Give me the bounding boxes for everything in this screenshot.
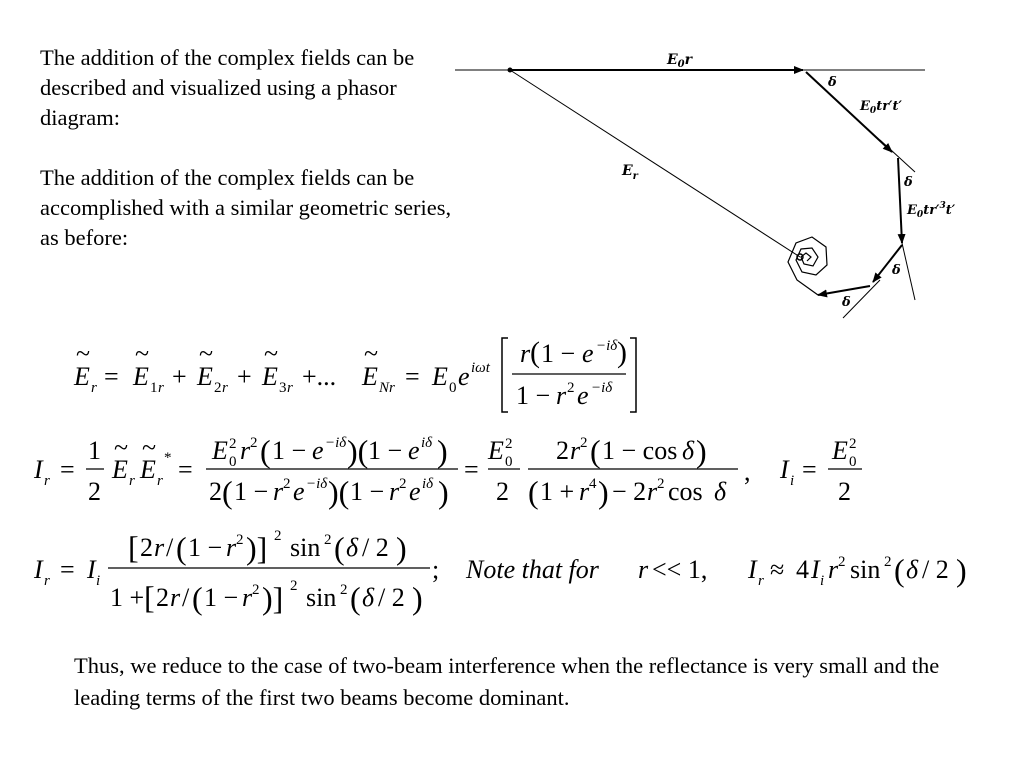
label-e0tr3t: $E_0tr'^3t'$	[907, 201, 956, 220]
svg-text:(: (	[260, 433, 271, 469]
svg-text:(: (	[590, 433, 601, 469]
svg-text:=: =	[104, 362, 119, 391]
svg-text:): )	[617, 336, 627, 369]
svg-text:r: r	[758, 573, 764, 589]
svg-text:2: 2	[290, 578, 298, 594]
svg-text:r: r	[579, 477, 590, 506]
svg-text:r: r	[226, 533, 237, 562]
svg-text:E: E	[362, 362, 378, 391]
svg-text:)]: )]	[262, 580, 284, 616]
note-text: Note that for	[466, 555, 599, 584]
svg-text:1 −: 1 −	[204, 583, 239, 612]
svg-text:1 +: 1 +	[540, 477, 575, 506]
svg-text:e: e	[458, 362, 470, 391]
svg-text:(: (	[530, 336, 540, 369]
svg-text:2: 2	[884, 554, 892, 570]
svg-text:/ 2: / 2	[378, 583, 405, 612]
svg-text:): )	[437, 433, 448, 469]
spiral-convergence	[788, 237, 827, 295]
svg-text:,: ,	[744, 457, 751, 486]
svg-text:2: 2	[657, 476, 665, 492]
svg-text:e: e	[408, 436, 420, 465]
svg-text:=: =	[178, 455, 193, 484]
svg-text:0: 0	[505, 454, 513, 470]
svg-text:r: r	[828, 555, 839, 584]
intro-paragraph-series: The addition of the complex fields can be accomplished with a similar geometric series, as before:	[40, 165, 452, 250]
guide-line-2	[902, 243, 915, 300]
svg-text:=: =	[60, 455, 75, 484]
svg-text:2: 2	[88, 477, 101, 506]
svg-text:− 2: − 2	[612, 477, 647, 506]
svg-text:(: (	[894, 552, 905, 588]
svg-text:r: r	[240, 436, 251, 465]
svg-text:(: (	[528, 474, 539, 510]
svg-text:;: ;	[432, 555, 440, 584]
phasor-5	[818, 286, 870, 295]
svg-text:e: e	[293, 477, 305, 506]
svg-text:2: 2	[849, 436, 857, 452]
svg-text:δ: δ	[346, 533, 359, 562]
svg-text:): )	[438, 474, 449, 510]
phasor-e0tr3t	[898, 158, 902, 243]
svg-text:e: e	[312, 436, 324, 465]
svg-text:I: I	[780, 455, 789, 484]
svg-text:r: r	[91, 380, 97, 396]
svg-text:2: 2	[214, 380, 222, 396]
svg-text:r: r	[273, 477, 284, 506]
svg-text:δ: δ	[362, 583, 375, 612]
svg-text:0: 0	[229, 454, 237, 470]
svg-text:−iδ: −iδ	[591, 380, 613, 396]
svg-text:1: 1	[150, 380, 158, 396]
label-er: $E_r$	[622, 163, 638, 182]
svg-text:E: E	[133, 362, 149, 391]
svg-text:/: /	[166, 533, 174, 562]
svg-text:i: i	[790, 473, 795, 489]
svg-text:1 −: 1 −	[188, 533, 223, 562]
svg-text:2: 2	[140, 533, 153, 562]
intro-paragraph-phasor: The addition of the complex fields can be described and visualized using a phasor diagram:	[40, 45, 415, 130]
svg-text:2: 2	[505, 436, 513, 452]
svg-text:=: =	[60, 555, 75, 584]
svg-text:~: ~	[364, 339, 379, 368]
svg-text:)(: )(	[328, 474, 350, 510]
svg-text:r: r	[638, 555, 649, 584]
svg-text:iδ: iδ	[422, 476, 434, 492]
svg-text:)(: )(	[347, 433, 369, 469]
svg-text:[: [	[144, 579, 155, 615]
svg-text:δ: δ	[682, 436, 695, 465]
svg-text:=: =	[405, 362, 420, 391]
svg-text:r: r	[222, 380, 228, 396]
svg-text:0: 0	[449, 380, 457, 396]
svg-text:2: 2	[209, 477, 222, 506]
svg-text:E: E	[262, 362, 278, 391]
svg-text:[: [	[128, 529, 139, 565]
svg-text:E: E	[74, 362, 90, 391]
svg-text:~: ~	[114, 433, 129, 462]
svg-text:2: 2	[496, 477, 509, 506]
svg-text:2: 2	[399, 476, 407, 492]
svg-text:)]: )]	[246, 530, 268, 566]
svg-text:E: E	[832, 436, 848, 465]
svg-text:/: /	[182, 583, 190, 612]
svg-text:r: r	[389, 477, 400, 506]
svg-text:): )	[598, 474, 609, 510]
svg-text:4: 4	[796, 555, 809, 584]
svg-text:r: r	[242, 583, 253, 612]
svg-text:δ: δ	[906, 555, 919, 584]
svg-text:r: r	[44, 473, 50, 489]
svg-text:r: r	[170, 583, 181, 612]
svg-text:~: ~	[76, 339, 91, 368]
svg-text:i: i	[96, 573, 101, 589]
svg-text:r: r	[158, 380, 164, 396]
label-delta-4: δ	[842, 295, 851, 310]
equation-airy	[0, 520, 1024, 620]
label-delta-2: δ	[904, 175, 913, 190]
svg-text:E: E	[488, 436, 504, 465]
svg-text:iωt: iωt	[471, 360, 490, 376]
svg-text:I: I	[811, 555, 820, 584]
svg-text:−iδ: −iδ	[306, 476, 328, 492]
svg-text:+...: +...	[302, 362, 337, 391]
svg-text:E: E	[197, 362, 213, 391]
svg-text:sin: sin	[290, 533, 321, 562]
svg-text:1 −: 1 −	[272, 436, 307, 465]
svg-text:cos: cos	[668, 477, 703, 506]
svg-text:1 −: 1 −	[516, 381, 551, 410]
svg-text:2: 2	[838, 477, 851, 506]
svg-text:3: 3	[279, 380, 287, 396]
svg-text:1 − cos: 1 − cos	[602, 436, 678, 465]
phasor-diagram	[450, 38, 1020, 328]
svg-text:Nr: Nr	[379, 380, 395, 396]
svg-text:sin: sin	[306, 583, 337, 612]
svg-text:I: I	[34, 555, 43, 584]
svg-text:i: i	[820, 573, 825, 589]
resultant-er	[510, 70, 800, 257]
label-delta-1: δ	[828, 75, 837, 90]
svg-text:r: r	[556, 381, 567, 410]
label-e0trt: $E_0tr't'$	[860, 99, 902, 116]
svg-text:/ 2: / 2	[922, 555, 949, 584]
svg-text:1 −: 1 −	[234, 477, 269, 506]
svg-text:~: ~	[142, 433, 157, 462]
svg-text:): )	[412, 580, 423, 616]
svg-text:r: r	[287, 380, 293, 396]
svg-text:): )	[696, 433, 707, 469]
svg-text:(: (	[192, 580, 203, 616]
svg-text:~: ~	[264, 339, 279, 368]
svg-text:~: ~	[199, 339, 214, 368]
svg-text:): )	[396, 530, 407, 566]
svg-text:(: (	[222, 474, 233, 510]
svg-text:0: 0	[849, 454, 857, 470]
svg-text:r: r	[647, 477, 658, 506]
svg-text:~: ~	[135, 339, 150, 368]
svg-text:2: 2	[324, 532, 332, 548]
svg-text:2: 2	[580, 435, 588, 451]
svg-text:2: 2	[252, 582, 260, 598]
svg-text:+: +	[237, 362, 252, 391]
svg-text:2: 2	[229, 436, 237, 452]
svg-text:r: r	[44, 573, 50, 589]
svg-text:): )	[956, 552, 967, 588]
svg-text:sin: sin	[850, 555, 881, 584]
svg-text:E: E	[140, 455, 156, 484]
svg-text:I: I	[748, 555, 757, 584]
conclusion-paragraph: Thus, we reduce to the case of two-beam interference when the reflectance is very small and the leading terms of the first two beams become dominant.	[74, 653, 940, 710]
svg-text:2: 2	[567, 380, 575, 396]
svg-text:E: E	[432, 362, 448, 391]
svg-text:1 −: 1 −	[541, 339, 576, 368]
svg-text:2: 2	[283, 476, 291, 492]
svg-text:=: =	[802, 455, 817, 484]
svg-text:2: 2	[250, 435, 258, 451]
svg-text:4: 4	[589, 476, 597, 492]
svg-text:2: 2	[556, 436, 569, 465]
svg-text:<< 1,: << 1,	[652, 555, 708, 584]
svg-text:2: 2	[838, 554, 846, 570]
svg-text:I: I	[34, 455, 43, 484]
svg-text:e: e	[409, 477, 421, 506]
svg-text:I: I	[87, 555, 96, 584]
svg-text:2: 2	[156, 583, 169, 612]
label-delta-3: δ	[892, 263, 901, 278]
svg-text:δ: δ	[714, 477, 727, 506]
svg-text:r: r	[129, 473, 135, 489]
equation-field-sum	[0, 330, 1024, 420]
svg-text:r: r	[520, 339, 531, 368]
svg-text:1 −: 1 −	[368, 436, 403, 465]
svg-text:*: *	[164, 450, 172, 466]
svg-text:iδ: iδ	[421, 435, 433, 451]
svg-text:1 +: 1 +	[110, 583, 145, 612]
svg-text:=: =	[464, 455, 479, 484]
svg-text:E: E	[112, 455, 128, 484]
equation-intensity	[0, 425, 1024, 520]
svg-text:r: r	[154, 533, 165, 562]
svg-text:2: 2	[340, 582, 348, 598]
svg-text:−iδ: −iδ	[596, 338, 618, 354]
svg-text:/ 2: / 2	[362, 533, 389, 562]
svg-text:e: e	[577, 381, 589, 410]
svg-text:2: 2	[236, 532, 244, 548]
svg-text:1: 1	[88, 436, 101, 465]
svg-text:1 −: 1 −	[350, 477, 385, 506]
svg-text:−iδ: −iδ	[325, 435, 347, 451]
svg-text:E: E	[212, 436, 228, 465]
svg-text:2: 2	[274, 528, 282, 544]
label-e0r: $E_0r$	[667, 52, 693, 70]
svg-text:+: +	[172, 362, 187, 391]
svg-text:r: r	[157, 473, 163, 489]
svg-text:(: (	[334, 530, 345, 566]
approx-symbol: ≈	[770, 555, 785, 584]
svg-text:(: (	[176, 530, 187, 566]
svg-text:r: r	[570, 436, 581, 465]
svg-text:(: (	[350, 580, 361, 616]
svg-text:e: e	[582, 339, 594, 368]
